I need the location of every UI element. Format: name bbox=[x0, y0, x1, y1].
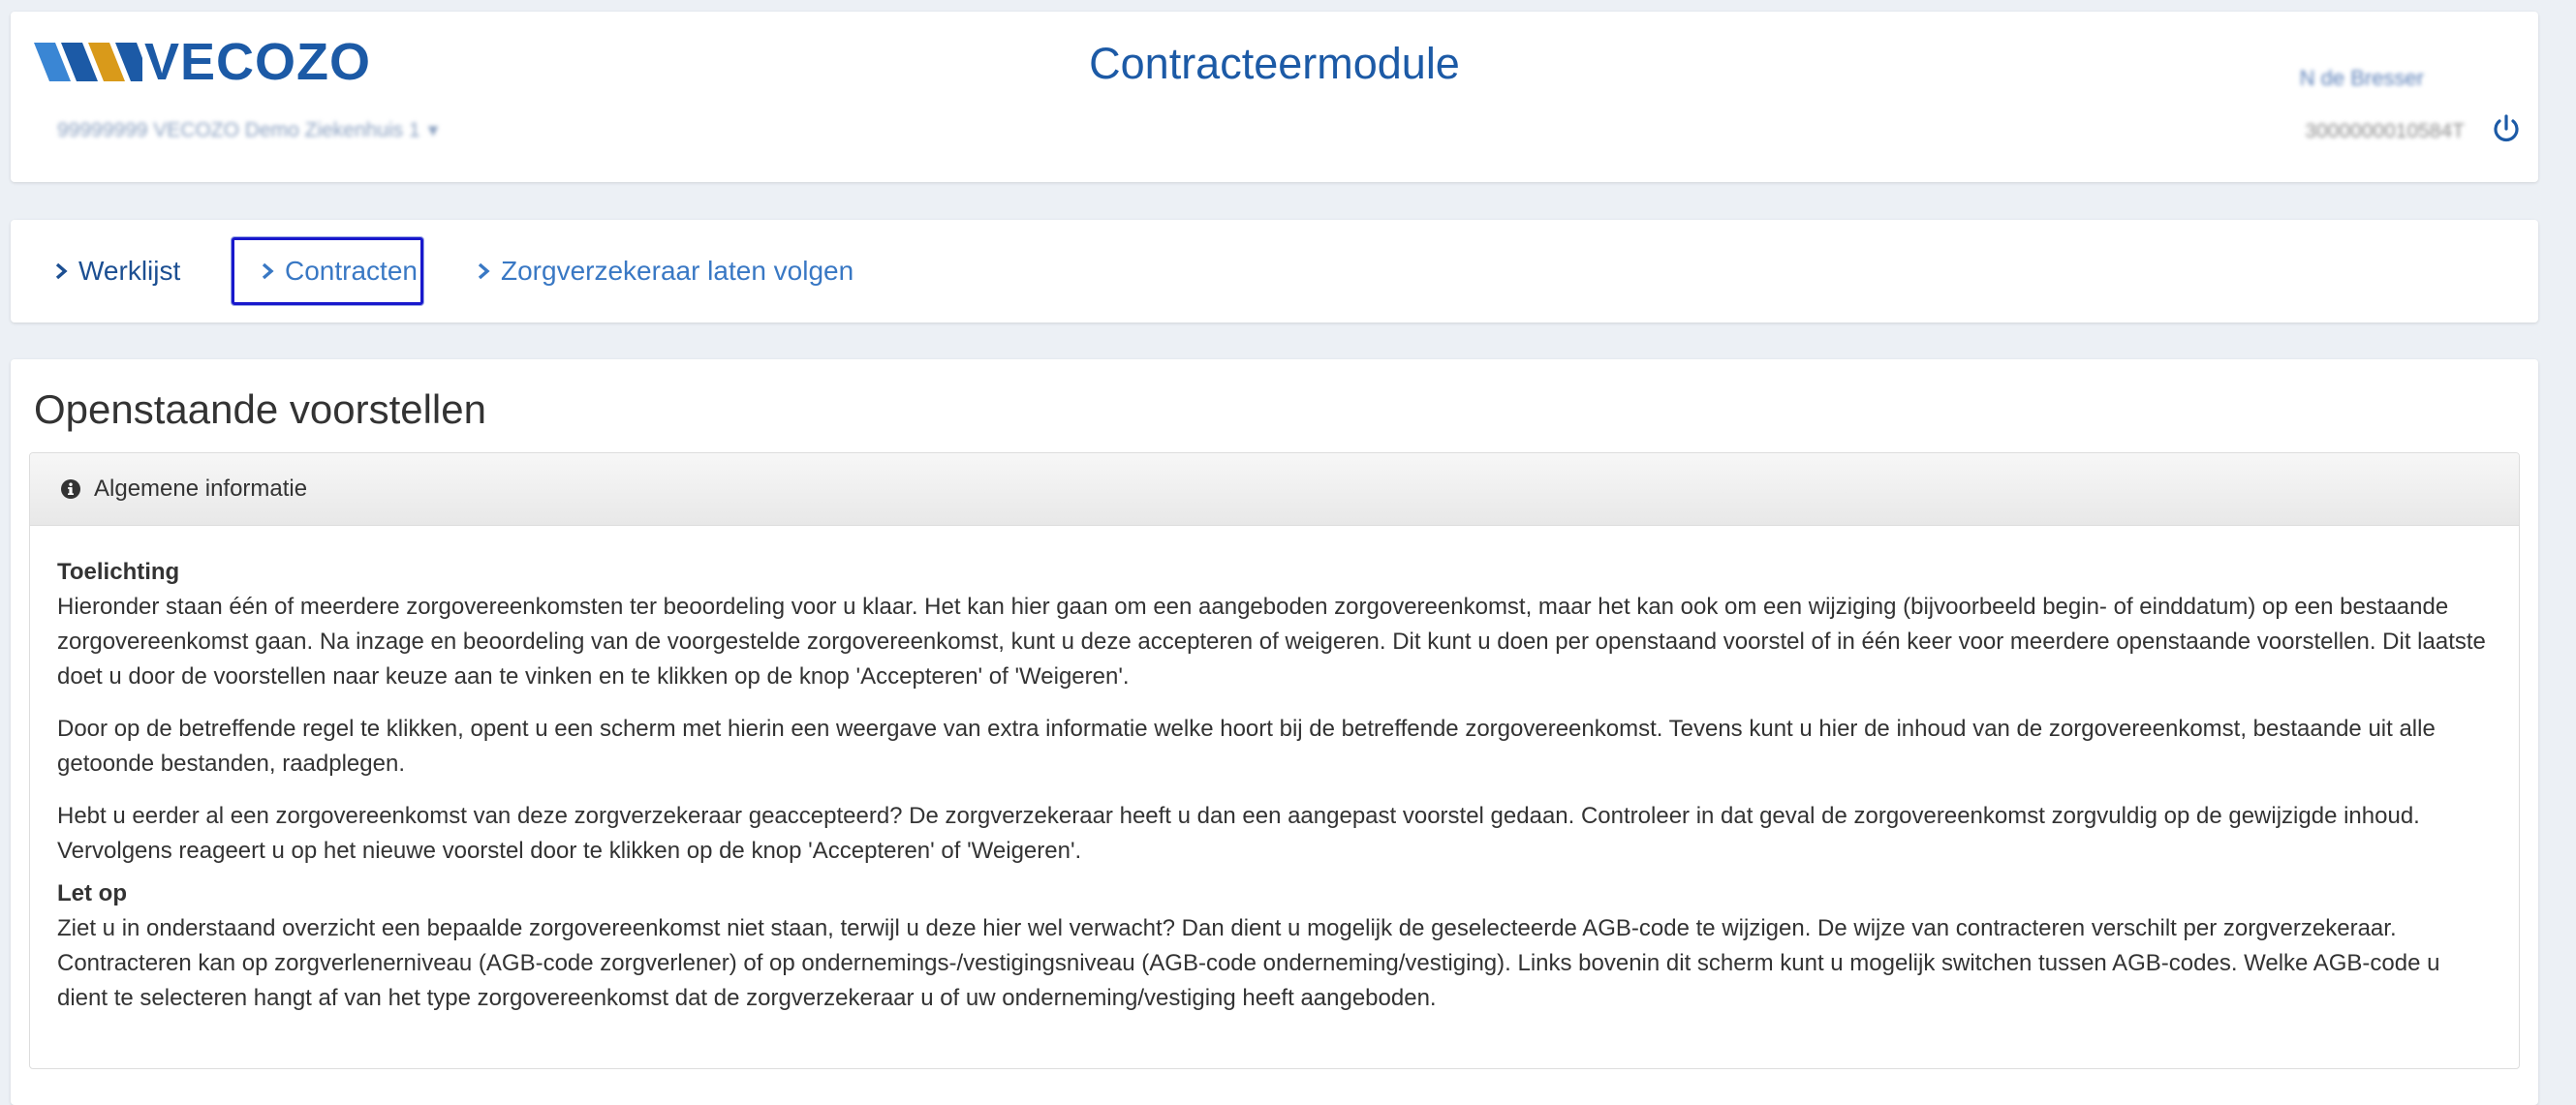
section-title-toelichting: Toelichting bbox=[57, 559, 180, 585]
info-box-body bbox=[30, 526, 2519, 1016]
logo-text: VECOZO bbox=[144, 33, 372, 91]
nav-item-werklijst[interactable] bbox=[53, 237, 180, 305]
main-navigation bbox=[11, 220, 2538, 322]
user-id: 3000000010584T bbox=[2305, 120, 2465, 142]
paragraph: Door op de betreffende regel te klikken, opent u een scherm met hierin een weergave van extra informatie welke hoort bij de betreffende zorgovereenkomst. Tevens kunt u hier de inhoud van de zorgovereenkomst, bestaande uit alle getoonde bestanden, raadplegen. bbox=[57, 716, 2436, 777]
chevron-right-icon bbox=[260, 261, 275, 281]
app-title: Contracteermodule bbox=[1089, 39, 1460, 88]
nav-item-zorgverzekeraar-laten-volgen[interactable] bbox=[476, 237, 853, 305]
info-box-heading: Algemene informatie bbox=[94, 476, 308, 502]
user-name-link[interactable]: N de Bresser bbox=[2299, 66, 2424, 90]
info-box bbox=[29, 452, 2520, 1069]
info-circle-icon bbox=[61, 479, 80, 499]
organization-select-value: 99999999 VECOZO Demo Ziekenhuis 1 bbox=[57, 118, 420, 141]
logout-button[interactable] bbox=[2490, 112, 2523, 145]
caret-down-icon: ▾ bbox=[427, 119, 439, 141]
nav-item-label: Zorgverzekeraar laten volgen bbox=[501, 256, 854, 286]
paragraph: Hieronder staan één of meerdere zorgovereenkomsten ter beoordeling voor u klaar. Het kan hier gaan om een aangeboden zorgovereenkomst, maar het kan ook om een wijziging (bijvoorbeeld begin- of einddatum) op een bestaande zorgovereenkomst gaan. Na inzage en beoordeling van de voorgestelde zorgovereenkomst, kunt u deze accepteren of weigeren. Dit kunt u doen per openstaand voorstel of in één keer voor meerdere openstaande voorstellen. Dit laatste doet u door de voorstellen naar keuze aan te vinken en te klikken op de knop 'Accepteren' of 'Weigeren'. bbox=[57, 594, 2486, 690]
main-content bbox=[11, 359, 2538, 1105]
chevron-right-icon bbox=[53, 261, 69, 281]
info-box-header[interactable] bbox=[30, 453, 2519, 526]
organization-select[interactable] bbox=[57, 118, 438, 142]
chevron-right-icon bbox=[476, 261, 491, 281]
nav-item-contracten[interactable] bbox=[232, 237, 423, 305]
nav-item-label: Werklijst bbox=[78, 256, 181, 286]
paragraph: Hebt u eerder al een zorgovereenkomst van deze zorgverzekeraar geaccepteerd? De zorgverzekeraar heeft u dan een aangepast voorstel gedaan. Controleer in dat geval de zorgovereenkomst zorgvuldig op de gewijzigde inhoud. Vervolgens reageert u op het nieuwe voorstel door te klikken op de knop 'Accepteren' of 'Weigeren'. bbox=[57, 803, 2420, 864]
power-icon bbox=[2490, 112, 2523, 145]
nav-item-label: Contracten bbox=[285, 256, 418, 286]
page-title: Openstaande voorstellen bbox=[34, 386, 486, 432]
section-title-let-op: Let op bbox=[57, 880, 127, 906]
paragraph: Ziet u in onderstaand overzicht een bepaalde zorgovereenkomst niet staan, terwijl u deze hier wel verwacht? Dan dient u mogelijk de geselecteerde AGB-code te wijzigen. De wijze van contracteren verschilt per zorgverzekeraar. Contracteren kan op zorgverlenerniveau (AGB-code zorgverlener) of op ondernemings-/vestigingsniveau (AGB-code onderneming/vestiging). Links bovenin dit scherm kunt u mogelijk switchen tussen AGB-codes. Welke AGB-code u dient te selecteren hangt af van het type zorgovereenkomst dat de zorgverzekeraar u of uw onderneming/vestiging heeft aangeboden. bbox=[57, 915, 2440, 1011]
header-panel bbox=[11, 12, 2538, 182]
